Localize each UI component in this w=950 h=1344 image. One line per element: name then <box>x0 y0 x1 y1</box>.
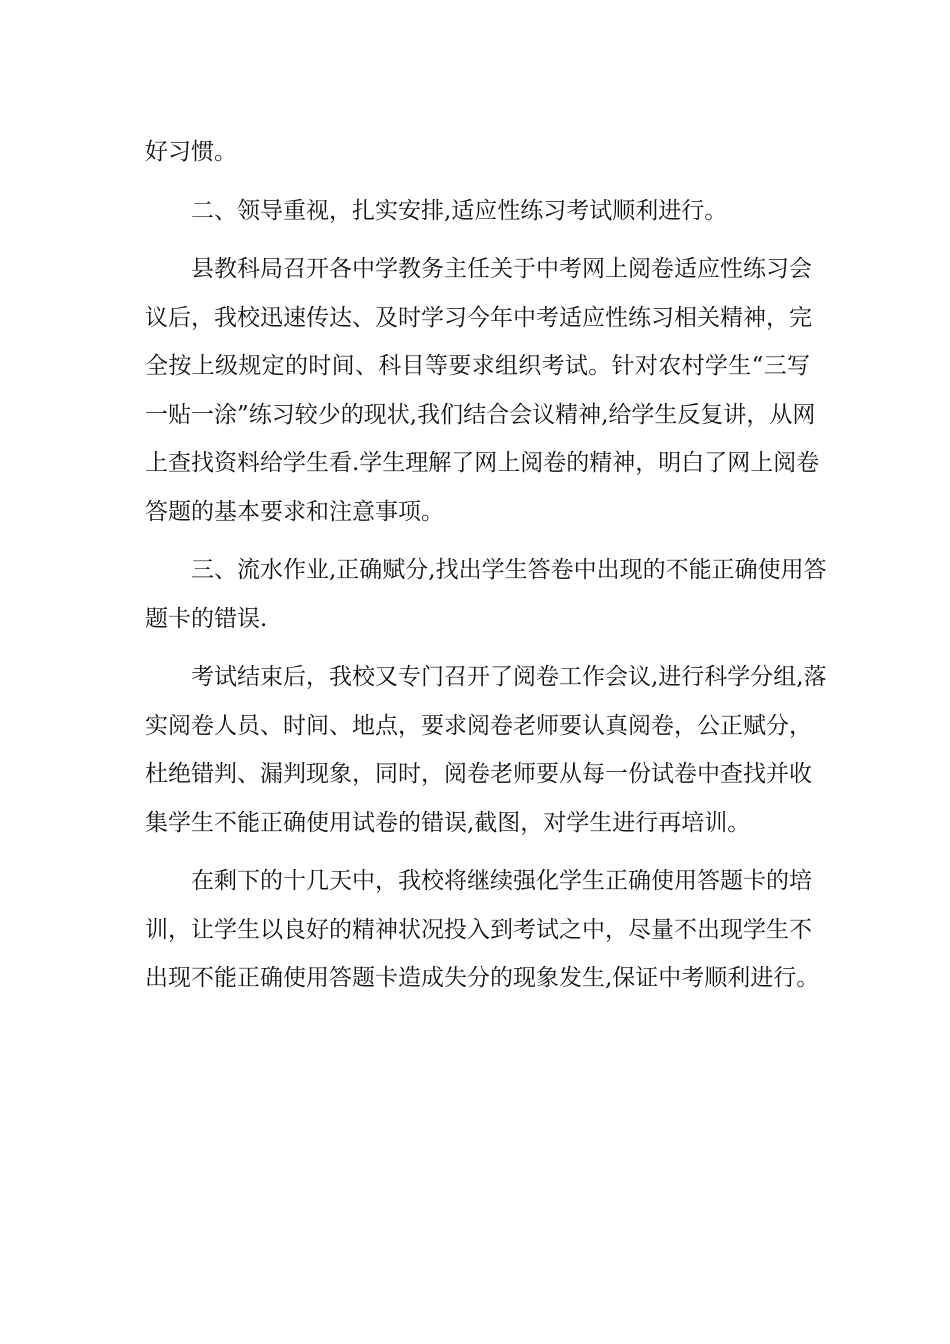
text-line: 实阅卷人员、时间、地点，要求阅卷老师要认真阅卷，公正赋分， <box>145 712 812 739</box>
text-line: 答题的基本要求和注意事项。 <box>145 498 444 525</box>
text-line: 县教科局召开各中学教务主任关于中考网上阅卷适应性练习会 <box>191 256 812 282</box>
text-line: 全按上级规定的时间、科目等要求组织考试。针对农村学生“三写 <box>145 353 810 379</box>
text-line: 议后，我校迅速传达、及时学习今年中考适应性练习相关精神，完 <box>145 304 812 331</box>
text-line: 杜绝错判、漏判现象，同时，阅卷老师要从每一份试卷中查找并收 <box>145 761 812 787</box>
text-line: 三、流水作业,正确赋分,找出学生答卷中出现的不能正确使用答 <box>191 557 827 583</box>
text-line: 好习惯。 <box>145 139 237 165</box>
section-heading-two <box>145 187 810 236</box>
paragraph-continuation <box>145 128 810 177</box>
paragraph-exam-organization <box>145 245 820 536</box>
text-line: 出现不能正确使用答题卡造成失分的现象发生,保证中考顺利进行。 <box>145 965 820 991</box>
text-line: 集学生不能正确使用试卷的错误,截图，对学生进行再培训。 <box>145 809 751 836</box>
text-line: 上查找资料给学生看.学生理解了网上阅卷的精神，明白了网上阅卷 <box>145 450 820 476</box>
paragraph-grading-meeting <box>145 653 827 847</box>
document-body <box>145 128 827 1003</box>
text-line: 题卡的错误. <box>145 605 268 632</box>
text-line: 训，让学生以良好的精神状况投入到考试之中，尽量不出现学生不 <box>145 916 812 943</box>
text-line: 二、领导重视，扎实安排,适应性练习考试顺利进行。 <box>191 197 728 224</box>
text-line: 考试结束后，我校又专门召开了阅卷工作会议,进行科学分组,落 <box>191 664 827 690</box>
text-line: 一贴一涂”练习较少的现状,我们结合会议精神,给学生反复讲，从网 <box>145 401 816 428</box>
paragraph-remaining-days <box>145 857 820 1003</box>
section-heading-three <box>145 546 827 643</box>
text-line: 在剩下的十几天中，我校将继续强化学生正确使用答题卡的培 <box>191 868 812 894</box>
